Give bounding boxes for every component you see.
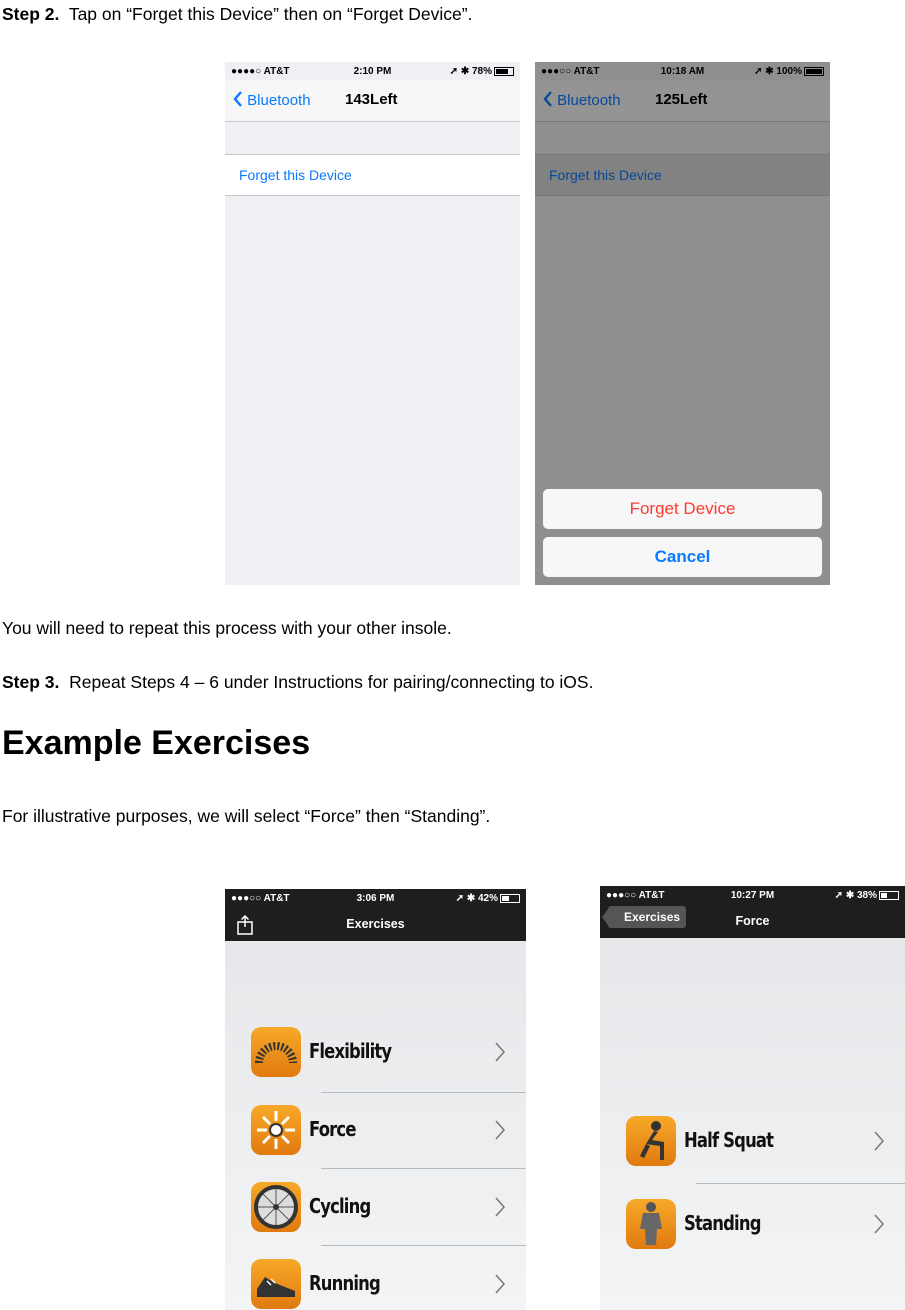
battery-icon: [500, 894, 520, 903]
nav-title: 143Left: [345, 91, 398, 108]
back-button[interactable]: [233, 91, 311, 109]
list-item-label: Flexibility: [309, 1039, 392, 1063]
divider: [321, 1168, 526, 1169]
standing-figure-icon: [626, 1199, 676, 1249]
carrier-label: ●●●○○ AT&T: [231, 893, 290, 904]
step3-text: Repeat Steps 4 – 6 under Instructions for pairing/connecting to iOS.: [69, 672, 594, 692]
battery-icon: [494, 67, 514, 76]
back-button[interactable]: Exercises: [608, 906, 686, 928]
forget-device-button[interactable]: Forget Device: [543, 489, 822, 529]
step2-text: Tap on “Forget this Device” then on “Forget Device”.: [68, 4, 473, 24]
carrier-label: ●●●○○ AT&T: [606, 890, 665, 901]
cancel-button[interactable]: Cancel: [543, 537, 822, 577]
battery-fill: [496, 69, 508, 74]
phone-force: [600, 886, 905, 1310]
battery-indicator: ➚ ✱ 38%: [835, 890, 899, 901]
illustrative-paragraph: For illustrative purposes, we will select “Force” then “Standing”.: [2, 806, 491, 826]
forget-device-label: Forget this Device: [549, 167, 662, 183]
step2-paragraph: [2, 4, 472, 25]
battery-icon: [879, 891, 899, 900]
wheel-icon: [251, 1182, 301, 1232]
chevron-right-icon: [494, 1273, 506, 1295]
time-label: 3:06 PM: [356, 893, 395, 904]
forget-device-label: Forget this Device: [239, 167, 352, 183]
repeat-paragraph: You will need to repeat this process with your other insole.: [2, 618, 452, 638]
app-nav-bar: [600, 886, 905, 938]
list-item-force[interactable]: [225, 1093, 526, 1169]
step3-label: Step 3.: [2, 672, 60, 692]
list-item-running[interactable]: [225, 1247, 526, 1310]
phone-bluetooth-143left: [225, 62, 520, 585]
nav-bar: [225, 80, 520, 122]
step3-paragraph: [2, 672, 593, 693]
list-item-cycling[interactable]: [225, 1170, 526, 1246]
chevron-right-icon: [494, 1041, 506, 1063]
battery-percent: 42%: [477, 893, 498, 904]
carrier-label: ●●●●○ AT&T: [231, 66, 290, 77]
nav-title: Force: [735, 914, 770, 928]
shoe-icon: [251, 1259, 301, 1309]
list-item-flexibility[interactable]: [225, 1015, 526, 1091]
list-item-half-squat[interactable]: [600, 1104, 905, 1180]
time-label: 10:27 PM: [730, 890, 775, 901]
battery-percent: 38%: [856, 890, 877, 901]
list-item-standing[interactable]: [600, 1187, 905, 1263]
battery-percent: 100%: [776, 66, 802, 77]
phone-bluetooth-125left: [535, 62, 830, 585]
section-heading: Example Exercises: [2, 724, 311, 762]
status-bar: [225, 889, 526, 907]
chevron-left-icon: [233, 91, 243, 107]
battery-indicator: ➚ ✱ 100%: [754, 66, 824, 77]
divider: [696, 1183, 905, 1184]
list-item-label: Half Squat: [684, 1128, 774, 1152]
step2-label: Step 2.: [2, 4, 60, 24]
nav-title: Exercises: [346, 917, 405, 931]
divider: [321, 1245, 526, 1246]
list-item-label: Cycling: [309, 1194, 371, 1218]
battery-indicator: ➚ ✱ 78%: [450, 66, 514, 77]
forget-device-cell[interactable]: [225, 154, 520, 196]
carrier-label: ●●●○○ AT&T: [541, 66, 600, 77]
chevron-right-icon: [873, 1213, 885, 1235]
flexibility-icon: [251, 1027, 301, 1077]
status-bar: [600, 886, 905, 904]
list-item-label: Standing: [684, 1211, 761, 1235]
phone-exercises: [225, 889, 526, 1310]
back-label: Bluetooth: [247, 92, 311, 109]
chevron-right-icon: [873, 1130, 885, 1152]
list-item-label: Force: [309, 1117, 356, 1141]
list-item-label: Running: [309, 1271, 380, 1295]
chevron-right-icon: [494, 1119, 506, 1141]
time-label: 10:18 AM: [660, 66, 705, 77]
back-label: Bluetooth: [557, 92, 621, 109]
battery-percent: 78%: [471, 66, 492, 77]
battery-fill: [881, 893, 887, 898]
force-icon: [251, 1105, 301, 1155]
chevron-right-icon: [494, 1196, 506, 1218]
status-bar: [225, 62, 520, 80]
battery-indicator: ➚ ✱ 42%: [456, 893, 520, 904]
nav-title: 125Left: [655, 91, 708, 108]
squat-figure-icon: [626, 1116, 676, 1166]
battery-fill: [502, 896, 509, 901]
time-label: 2:10 PM: [353, 66, 392, 77]
app-nav-bar: [225, 889, 526, 941]
